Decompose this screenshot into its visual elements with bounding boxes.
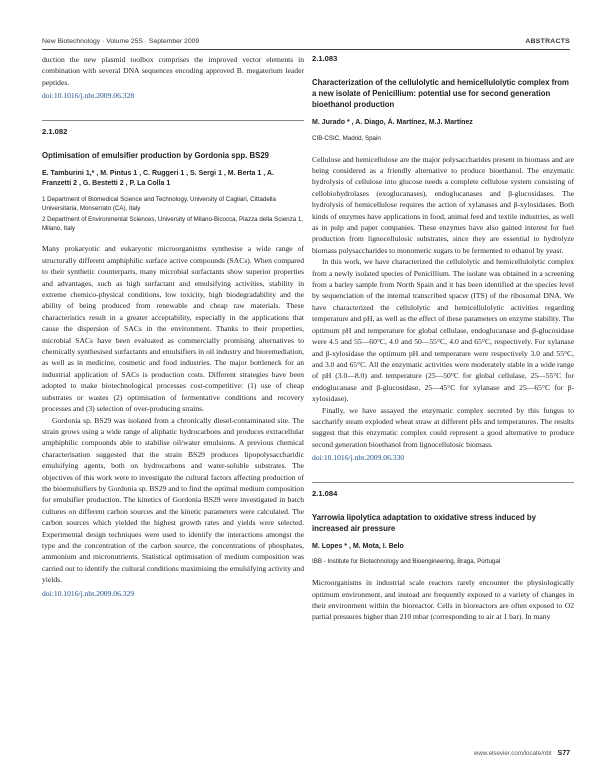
page-footer <box>474 750 570 757</box>
section-divider <box>42 120 304 121</box>
abstract-number: 2.1.084 <box>312 488 338 498</box>
paragraph: Microorganisms in industrial scale reactors rarely encounter the physiologically optimum environment, and instead are frequently exposed to a variety of changes in their environment within the bioreactor. Cells in bioreactors are often exposed to O2 partial pressures higher than 210 mbar (corresponding to air at 1 bar). In many <box>312 578 574 622</box>
abstract-title: Yarrowia lipolytica adaptation to oxidative stress induced by increased air pressure <box>312 512 537 533</box>
abstract-number: 2.1.083 <box>312 54 338 63</box>
abstract-authors: M. Jurado * , A. Diago, Á. Martínez, M.J. Martínez <box>312 119 473 126</box>
abstract-title: Characterization of the cellulolytic and hemicellulolytic complex from a new isolate of Penicillium: potential use for second generation bioethanol production <box>312 78 569 109</box>
paragraph: Many prokaryotic and eukaryotic microorganisms synthesise a wide range of structurally different amphiphilic surface active compounds (SACs). When compared to their synthetic counterparts, many microbial surfactants show superior properties and advantages, such as high surfactant and emulsifying activities, stability in extreme chemico-physical conditions, low toxicity, high biodegradability and the ability of being produced from renewable and cheap raw materials. These characteristics result in a greater acceptability, especially in the applications that cause the dispersion of SACs in the environment. Thanks to their properties, microbial SACs have been evaluated as commercially promising alternatives to chemically synthesised surfactants and emulsifiers in oil industry and bioremediation, as well as in medicine, cosmetic and food industries. The major bottleneck for an industrial application of SACs is production costs. Different strategies have been adopted to make biotechnological processes cost-competitive: (1) use of cheap substrates or wastes (2) optimisation of fermentative conditions and recovery processes and (3) selection of over-producing strains. <box>42 244 304 414</box>
journal-info: New Biotechnology · Volume 25S · September 2009 <box>42 38 200 45</box>
paragraph: Finally, we have assayed the enzymatic complex secreted by this fungus to saccharify steam exploded wheat straw at different pHs and temperatures. The results suggest that this enzymatic complex could represent a good alternative to produce second generation bioethanol from lignocellulosic biomass. <box>312 405 574 449</box>
continuation-doi-link[interactable]: doi:10.1016/j.nbt.2009.06.328 <box>42 91 135 101</box>
abstract-authors: E. Tamburini 1,* , M. Pintus 1 , C. Ruggeri 1 , S. Sergi 1 , M. Berta 1 , A. Franzetti 2 , G. Bestetti 2 , P. La Colla 1 <box>42 169 274 188</box>
paragraph: In this work, we have characterized the cellulolytic and hemicellulolytic complex from a newly isolated species of Penicillium. The isolate was obtained in a screening from a barley sample from North Spain and it has been identified at the species level by sequenciation of the internal transcribed spacer (ITS) of the ribosomal DNA. We have characterized the cellulolytic and hemicellulolytic activities regarding temperature and pH, as well as the effect of these parameters on enzyme stability. The optimum pH and temperature for global cellulase, endoglucanase and β-glucosidase were 4.5 and 55—60°C, 4.0 and 50—55°C, 4.0 and 65°C, respectively. For xylanase and β-xylosidase the optimum pH and temperature were respectively 3.0 and 55°C, and 3.0 and 65°C. All the enzymatic activities were moderately stable in a wide range of pH (3.0—8.0) and temperature (25—50°C for global cellulase, 25—55°C for endoglucanase and β-glucosidase, 25—45°C for xylanase and 25—65°C for β-xylosidase). <box>312 257 574 404</box>
abstract-body <box>312 154 574 451</box>
abstract-title: Optimisation of emulsifier production by Gordonia spp. BS29 <box>42 150 269 160</box>
doi-link[interactable]: doi:10.1016/j.nbt.2009.06.329 <box>42 588 135 598</box>
page-number: S77 <box>557 750 570 757</box>
paragraph: Cellulose and hemicellulose are the major polysaccharides present in biomass and are being considered as a friendly alternative to produce bioethanol. The enzymatic hydrolysis of cellulose into glucose needs a complete cellulose system consisting of cellobiohydrolases (exoglucanases), endoglucanases and β-glucosidases. The hydrolysis of hemicellulose requires the action of xylanases and β-xylosidases. Both kinds of enzymes have applications in food, animal feed and textile industries, as well as in pulp and paper companies. These enzymes have also gained interest for fuel production from lignocellulosic substrates, since they are essential to hydrolyze biomass polysaccharides to monomeric sugars to be fermented to ethanol by yeast. <box>312 154 574 255</box>
left-column <box>42 54 304 599</box>
abstract-body <box>42 243 304 585</box>
abstract-body <box>312 577 574 623</box>
continuation-text: duction the new plasmid toolbox comprises the improved vector elements in combination with several DNA sequences encoding approved B. megaterium leader peptides. <box>42 55 304 87</box>
journal-url[interactable]: www.elsevier.com/locate/nbt <box>473 750 552 757</box>
affiliation: CIB-CSIC, Madrid, Spain <box>312 134 381 142</box>
affiliation: 1 Department of Biomedical Science and Technology, University of Cagliari, Cittadella Universitaria, Monserrato (CA), Italy <box>42 196 276 213</box>
affiliation: IBB - Institute for Biotechnology and Bioengineering, Braga, Portugal <box>312 558 501 566</box>
section-label: ABSTRACTS <box>525 38 570 45</box>
header-divider <box>42 49 570 50</box>
abstract-authors: M. Lopes * , M. Mota, I. Belo <box>312 542 404 550</box>
right-column <box>312 54 574 623</box>
abstract-number: 2.1.082 <box>42 126 68 136</box>
paragraph: Gordonia sp. BS29 was isolated from a chronically diesel-contaminated site. The strain grows using a wide range of aliphatic hydrocarbons and produces extracellular amphiphilic compounds able to stabilise oil/water emulsions. A previous chemical characterisation suggested that the strain BS29 produces lipopolysaccharidic emulsifying agents, both on hydrocarbons and water-soluble substrates. The objectives of this work were to investigate the cultural factors affecting production of the bioemulsifiers by Gordonia sp. BS29 and to find the optimal medium composition for emulsifier production. The kinetics of Gordonia BS29 were investigated in batch cultures on different carbon sources and the kinetic parameters were calculated. The carbon sources which yielded the highest growth rates and yields were selected. Experimental design techniques were used to identify the interactions amongst the type and the concentration of the carbon source, the concentrations of phosphates, ammonium and micronutrients. Statistical optimisation of medium composition was carried out to identify the cultural conditions maximising the emulsifying activity and yields. <box>42 415 304 585</box>
section-divider <box>312 482 574 483</box>
doi-link[interactable]: doi:10.1016/j.nbt.2009.06.330 <box>312 453 405 463</box>
affiliation: 2 Department of Environmental Sciences, University of Milano-Bicocca, Piazza della Scienza 1, Milano, Italy <box>42 215 304 232</box>
